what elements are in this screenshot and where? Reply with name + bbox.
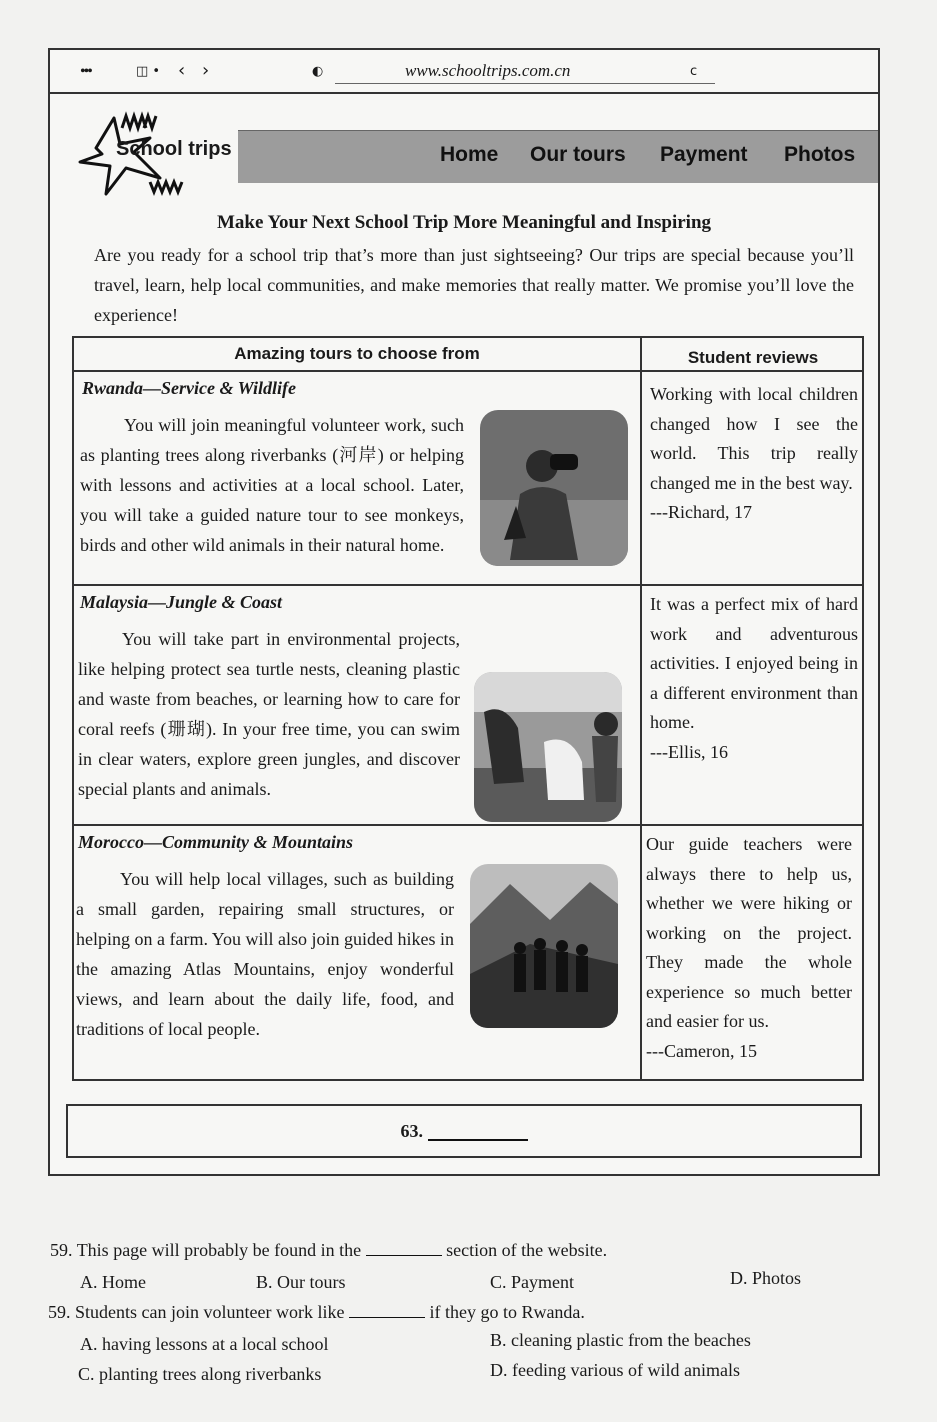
tours-column-header: Amazing tours to choose from [234,344,480,363]
reload-icon[interactable]: c [690,64,698,79]
lock-icon: ◐ [312,64,324,79]
question-stem-end: if they go to Rwanda. [429,1302,585,1322]
back-icon[interactable]: ‹ [178,60,186,81]
question-blank[interactable] [349,1317,425,1318]
sidebar-icon[interactable]: ◫ • [136,64,161,79]
option-a[interactable]: A. having lessons at a local school [80,1334,329,1354]
browser-toolbar [50,50,878,94]
review-cameron [646,830,852,1066]
reviewer-name: ---Ellis, 16 [650,741,728,762]
row-divider [74,584,862,586]
browser-window [48,48,880,1176]
site-logo[interactable] [76,108,246,198]
review-text: It was a perfect mix of hard work and adventurous activities. I enjoyed being in a different environment than home. [650,594,858,732]
header-divider [74,370,862,372]
malaysia-photo [474,672,622,822]
option-c[interactable]: C. Payment [490,1272,574,1292]
option-c[interactable]: C. planting trees along riverbanks [78,1364,322,1384]
question-1 [50,1240,607,1261]
option-d[interactable]: D. Photos [730,1268,802,1288]
question-stem: Students can join volunteer work like [75,1302,345,1322]
rwanda-photo [480,410,628,566]
tours-table [72,336,864,1081]
nav-our-tours[interactable]: Our tours [530,143,626,166]
question-stem-end: section of the website. [446,1240,608,1260]
option-b[interactable]: B. Our tours [256,1272,346,1292]
question-2 [48,1302,585,1323]
nav-home[interactable]: Home [440,143,499,166]
question-blank[interactable] [366,1255,442,1256]
question-number: 59. [48,1302,71,1322]
tour-title-morocco: Morocco—Community & Mountains [78,832,354,852]
column-divider [640,338,642,1079]
review-ellis [650,590,858,767]
site-nav [238,130,878,183]
reviews-column-header: Student reviews [687,348,819,367]
row-divider [74,824,862,826]
option-a[interactable]: A. Home [80,1272,146,1292]
page-headline: Make Your Next School Trip More Meaningful and Inspiring [216,212,712,233]
url-text[interactable]: www.schooltrips.com.cn [405,61,571,80]
review-text: Our guide teachers were always there to help us, whether we were hiking or working on the project. They made the whole experience so much better and easier for us. [646,834,852,1031]
review-richard [650,380,858,528]
menu-dots-icon[interactable]: ••• [80,63,91,80]
reviewer-name: ---Richard, 17 [650,502,752,522]
answer-box [66,1104,862,1158]
intro-paragraph: Are you ready for a school trip that’s more than just sightseeing? Our trips are special because you’ll travel, learn, help local communities, and make memories that really matter. We promise you’ll love the experience! [94,245,854,325]
forward-icon[interactable]: › [202,60,210,81]
site-logo-text: School trips [116,138,232,160]
option-d[interactable]: D. feeding various of wild animals [490,1360,740,1380]
question-stem: This page will probably be found in the [76,1240,362,1260]
tour-body-morocco: You will help local villages, such as building a small garden, repairing small structures, or helping on a farm. You will also join guided hikes in the amazing Atlas Mountains, enjoy wonderful views, and learn about the daily life, food, and traditions of local people. [76,869,454,1039]
reviewer-name: ---Cameron, 15 [646,1040,757,1061]
answer-blank[interactable] [428,1125,528,1141]
tour-body-rwanda: You will join meaningful volunteer work, such as planting trees along riverbanks (河岸) or helping with lessons and activities at a local school. Later, you will take a guided nature tour to see monkeys, birds and other wild animals in their natural home. [80,415,464,555]
tour-body-malaysia: You will take part in environmental projects, like helping protect sea turtle nests, cleaning plastic and waste from beaches, or learning how to care for coral reefs (珊瑚). In your free time, you can swim in clear waters, explore green jungles, and discover special plants and animals. [78,629,460,799]
nav-payment[interactable]: Payment [660,143,748,166]
nav-photos[interactable]: Photos [784,143,856,166]
tour-title-malaysia: Malaysia—Jungle & Coast [80,592,283,612]
review-text: Working with local children changed how I see the world. This trip really changed me in the best way. [650,384,858,493]
morocco-photo [470,864,618,1028]
question-number: 59. [50,1240,73,1260]
answer-label: 63. [400,1121,423,1141]
option-b[interactable]: B. cleaning plastic from the beaches [490,1330,751,1350]
tour-title-rwanda: Rwanda—Service & Wildlife [82,378,296,398]
